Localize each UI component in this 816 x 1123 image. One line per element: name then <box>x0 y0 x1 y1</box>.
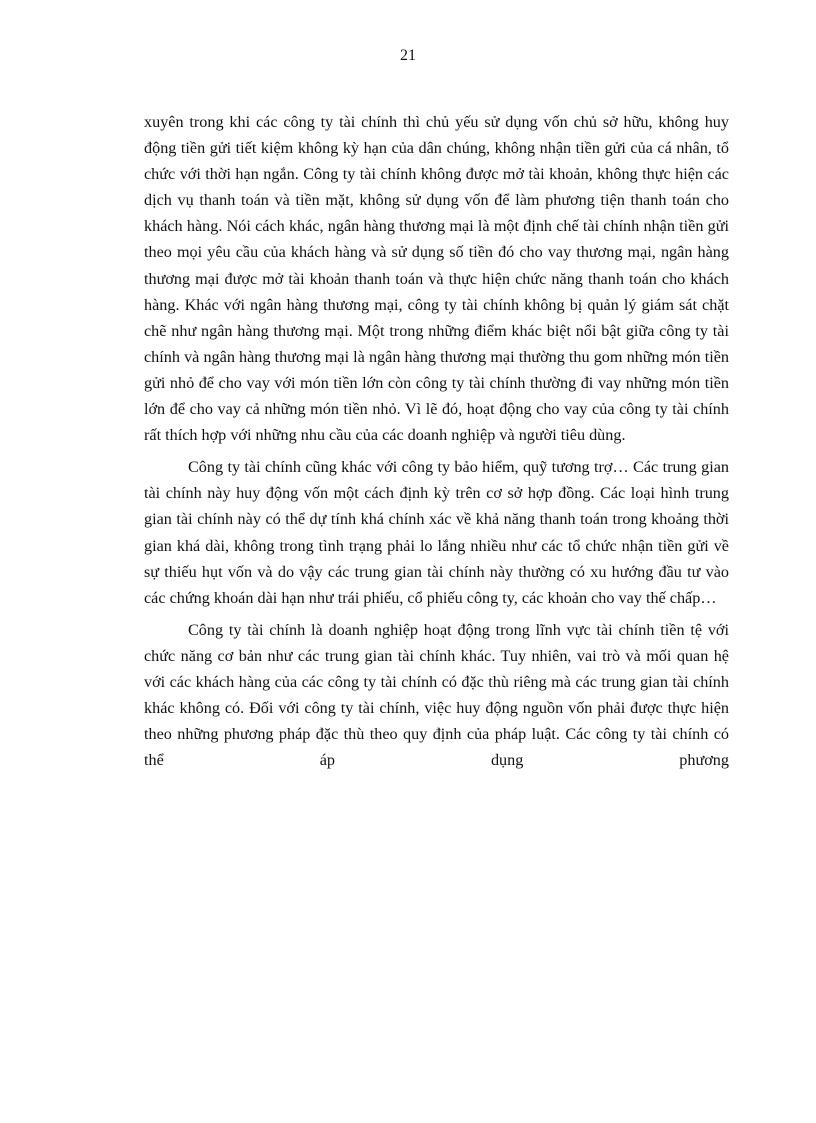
body-text <box>144 109 729 773</box>
page-number: 21 <box>400 47 416 64</box>
paragraph-insurance-comparison: Công ty tài chính cũng khác với công ty bảo hiểm, quỹ tương trợ… Các trung gian tài chính này huy động vốn một cách định kỳ trên cơ sở hợp đồng. Các loại hình trung gian tài chính này có thể dự tính khá chính xác về khả năng thanh toán trong khoảng thời gian khá dài, không trong tình trạng phải lo lắng nhiều như các tổ chức nhận tiền gửi về sự thiếu hụt vốn và do vậy các trung gian tài chính này thường có xu hướng đầu tư vào các chứng khoán dài hạn như trái phiếu, cổ phiếu công ty, các khoản cho vay thế chấp… <box>144 458 729 607</box>
paragraph-continuation: xuyên trong khi các công ty tài chính thì chủ yếu sử dụng vốn chủ sở hữu, không huy động tiền gửi tiết kiệm không kỳ hạn của dân chúng, không nhận tiền gửi của cá nhân, tổ chức với thời hạn ngắn. Công ty tài chính không được mở tài khoản, không thực hiện các dịch vụ thanh toán và tiền mặt, không sử dụng vốn để làm phương tiện thanh toán cho khách hàng. Nói cách khác, ngân hàng thương mại là một định chế tài chính nhận tiền gửi theo mọi yêu cầu của khách hàng và sử dụng số tiền đó cho vay thương mại, ngân hàng thương mại được mở tài khoản thanh toán và thực hiện chức năng thanh toán cho khách hàng. Khác với ngân hàng thương mại, công ty tài chính không bị quản lý giám sát chặt chẽ như ngân hàng thương mại. Một trong những điểm khác biệt nổi bật giữa công ty tài chính và ngân hàng thương mại là ngân hàng thương mại thường thu gom những món tiền gửi nhỏ để cho vay với món tiền lớn còn công ty tài chính thường đi vay những món tiền lớn để cho vay cả những món tiền nhỏ. Vì lẽ đó, hoạt động cho vay của công ty tài chính rất thích hợp với những nhu cầu của các doanh nghiệp và người tiêu dùng. <box>144 113 729 445</box>
paragraph-finance-company-role: Công ty tài chính là doanh nghiệp hoạt động trong lĩnh vực tài chính tiền tệ với chức năng cơ bản như các trung gian tài chính khác. Tuy nhiên, vai trò và mối quan hệ với các khách hàng của các công ty tài chính có đặc thù riêng mà các trung gian tài chính khác không có. Đối với công ty tài chính, việc huy động nguồn vốn phải được thực hiện theo những phương pháp đặc thù theo quy định của pháp luật. Các công ty tài chính có thể áp dụng phương <box>144 620 729 770</box>
